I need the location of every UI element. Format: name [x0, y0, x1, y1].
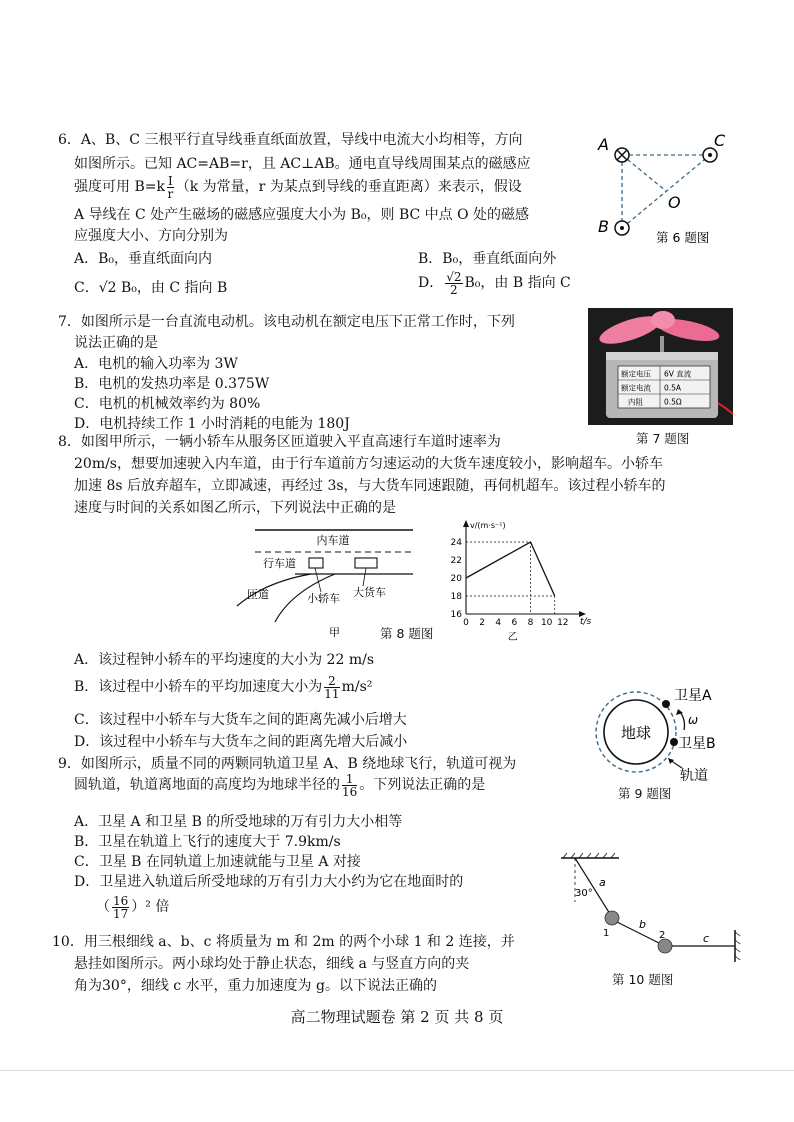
omega-label: ω [688, 713, 699, 727]
y-tick-label: 24 [450, 538, 462, 548]
x-axis-label: t/s [580, 617, 592, 627]
satellite-a-icon [662, 700, 670, 708]
q10-line-2: 悬挂如图所示。两小球均处于静止状态，细线 a 与竖直方向的夹 [74, 956, 470, 972]
x-tick-label: 0 [463, 618, 469, 628]
x-tick-label: 8 [527, 618, 534, 628]
y-tick-label: 16 [450, 610, 462, 620]
q9-option-c[interactable]: C．卫星 B 在同轨道上加速就能与卫星 A 对接 [74, 854, 361, 870]
label-row-3-value: 0.5Ω [664, 397, 682, 407]
q8-option-b-fraction: $\frac{2}{11}$ [324, 673, 340, 701]
angle-label: 30° [575, 888, 593, 899]
y-tick-label: 22 [450, 556, 462, 566]
q6-ao-line [622, 155, 666, 191]
label-row-2-value: 0.5A [664, 383, 682, 393]
q8-line-4: 速度与时间的关系如图乙所示，下列说法中正确的是 [74, 500, 396, 516]
x-tick-label: 6 [511, 618, 518, 628]
q7-option-c[interactable]: C．电机的机械效率约为 80% [74, 396, 261, 412]
x-tick-label: 12 [557, 618, 569, 628]
q6-option-d-fraction: $\frac{√2}{2}$ [446, 269, 462, 297]
label-row-3-key: 内阻 [628, 397, 643, 407]
q6-line-5: 应强度大小、方向分别为 [74, 228, 228, 244]
label-row-1-value: 6V 直流 [664, 369, 692, 379]
q7-option-d[interactable]: D．电机持续工作 1 小时消耗的电能为 180J [74, 416, 350, 432]
q6-option-d[interactable]: D． $\frac{√2}{2}$ B₀，由 B 指向 C [418, 269, 571, 297]
y-axis-label: v/(m·s⁻¹) [470, 521, 506, 530]
label-row-1-key: 额定电压 [621, 369, 651, 379]
q7-line-1: 7．如图所示是一台直流电动机。该电动机在额定电压下正常工作时，下列 [58, 314, 515, 330]
q6-figure [590, 128, 740, 248]
ramp-label: 匝道 [247, 588, 269, 601]
wire-a-into-page-icon [615, 148, 629, 162]
wire-c-out-of-page-icon [703, 148, 717, 162]
figure-yi-label: 乙 [507, 632, 518, 643]
q8-line-3: 加速 8s 后放弃超车，立即减速，再经过 3s，与大货车同速跟随，再伺机超车。该过程小轿车的 [74, 478, 666, 494]
car-label: 小轿车 [307, 592, 340, 605]
q10-caption: 第 10 题图 [612, 972, 674, 987]
rotation-arrow-icon [680, 712, 685, 730]
q6-label-a: A [598, 135, 609, 154]
string-c-label: c [703, 932, 710, 945]
q10-line-1: 10．用三根细线 a、b、c 将质量为 m 和 2m 的两个小球 1 和 2 连接，并 [52, 934, 515, 950]
q6-line-3 [74, 172, 522, 202]
car-icon [309, 558, 323, 568]
ball-1-icon [605, 911, 619, 925]
q10-line-3: 角为30°，细线 c 水平，重力加速度为 g。以下说法正确的 [74, 978, 437, 994]
q6-line-4: A 导线在 C 处产生磁场的磁感应强度大小为 B₀，则 BC 中点 O 处的磁感 [74, 207, 530, 223]
q9-line-1: 9．如图所示，质量不同的两颗同轨道卫星 A、B 绕地球飞行，轨道可视为 [58, 756, 517, 772]
y-tick-label: 18 [450, 592, 462, 602]
q7-motor-photo [588, 308, 733, 425]
q9-caption: 第 9 题图 [618, 786, 672, 801]
wire-b-out-of-page-icon [615, 221, 629, 235]
q6-label-c: C [714, 131, 726, 150]
q6-option-a[interactable]: A．B₀，垂直纸面向内 [74, 251, 213, 267]
string-b-label: b [639, 918, 646, 931]
truck-icon [355, 558, 377, 568]
q6-caption: 第 6 题图 [656, 230, 710, 245]
x-tick-label: 4 [495, 618, 502, 628]
y-axis-arrow-icon [463, 520, 469, 527]
q6-formula-suffix: （k 为常量，r 为某点到导线的垂直距离）来表示，假设 [175, 179, 522, 195]
satellite-b-label: 卫星B [678, 736, 716, 752]
q8-caption: 第 8 题图 [380, 626, 434, 641]
fan-motor-icon [588, 308, 733, 425]
car-pointer [315, 568, 321, 592]
truck-label: 大货车 [353, 586, 386, 599]
q7-option-b[interactable]: B．电机的发热功率是 0.375W [74, 376, 270, 392]
q7-line-2: 说法正确的是 [74, 335, 158, 351]
ball-2-icon [658, 939, 672, 953]
earth-label: 地球 [620, 724, 652, 742]
q8-vt-chart [440, 508, 592, 643]
y-tick-label: 20 [450, 574, 462, 584]
q6-option-c[interactable]: C．√2 B₀，由 C 指向 B [74, 280, 228, 296]
q9-line-2: 圆轨道，轨道离地面的高度均为地球半径的 $\frac{1}{16}$ 。下列说法正确的是 [74, 771, 486, 799]
driving-lane-label: 行车道 [263, 557, 296, 570]
velocity-line [466, 542, 555, 596]
x-tick-label: 2 [479, 618, 486, 628]
truck-pointer [363, 568, 366, 586]
string-a-label: a [599, 876, 606, 889]
q9-option-b[interactable]: B．卫星在轨道上飞行的速度大于 7.9km/s [74, 834, 341, 850]
q9-option-d-continued: （ $\frac{16}{17}$ ）² 倍 [96, 893, 170, 921]
q9-option-d[interactable]: D．卫星进入轨道后所受地球的万有引力大小约为它在地面时的 [74, 874, 464, 890]
q6-label-b: B [598, 217, 609, 236]
page-bottom-divider [0, 1070, 794, 1071]
satellite-b-icon [670, 738, 678, 746]
satellite-a-label: 卫星A [674, 688, 712, 704]
q9-option-a[interactable]: A．卫星 A 和卫星 B 的所受地球的万有引力大小相等 [74, 814, 403, 830]
ball-1-label: 1 [603, 928, 610, 939]
q8-option-b[interactable]: B．该过程中小轿车的平均加速度大小为 $\frac{2}{11}$ m/s² [74, 673, 373, 701]
q6-line-2: 如图所示。已知 AC=AB=r，且 AC⊥AB。通电直导线周围某点的磁感应 [74, 156, 531, 172]
q8-option-c[interactable]: C．该过程中小轿车与大货车之间的距离先减小后增大 [74, 712, 407, 728]
q7-caption: 第 7 题图 [636, 431, 690, 446]
q6-option-b[interactable]: B．B₀，垂直纸面向外 [418, 251, 557, 267]
q8-option-d[interactable]: D．该过程中小轿车与大货车之间的距离先增大后减小 [74, 734, 408, 750]
q8-line-2: 20m/s，想要加速驶入内车道，由于行车道前方匀速运动的大货车速度较小，影响超车。小轿车 [74, 456, 663, 472]
label-row-2-key: 额定电流 [621, 383, 651, 393]
q6-formula-prefix: 强度可用 B=k [74, 179, 165, 195]
page-footer: 高二物理试题卷 第 2 页 共 8 页 [290, 1008, 504, 1026]
ball-2-label: 2 [659, 930, 666, 941]
q10-figure [555, 852, 745, 972]
q6-label-o: O [668, 193, 681, 212]
q6-formula-fraction: $\frac{I}{r}$ [167, 173, 174, 201]
x-tick-label: 10 [540, 618, 553, 628]
q6-line-1: 6．A、B、C 三根平行直导线垂直纸面放置，导线中电流大小均相等，方向 [58, 132, 523, 148]
q8-option-a[interactable]: A．该过程钟小轿车的平均速度的大小为 22 m/s [74, 652, 375, 668]
q9-fraction: $\frac{1}{16}$ [342, 771, 358, 799]
q7-option-a[interactable]: A．电机的输入功率为 3W [74, 356, 238, 372]
orbit-label: 轨道 [680, 768, 708, 784]
inner-lane-label: 内车道 [316, 534, 350, 547]
q8-line-1: 8．如图甲所示，一辆小轿车从服务区匝道驶入平直高速行车道时速率为 [58, 434, 501, 450]
figure-jia-label: 甲 [329, 626, 340, 639]
q9-option-d-fraction: $\frac{16}{17}$ [113, 893, 129, 921]
